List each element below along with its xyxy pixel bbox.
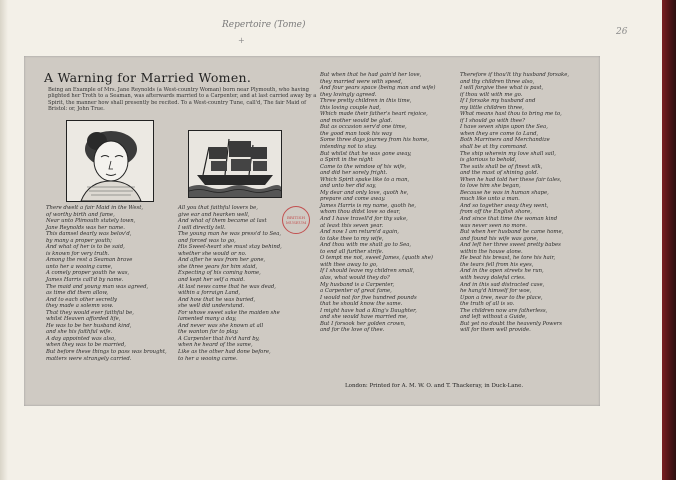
verse-line: she three years for him staid, xyxy=(178,263,258,270)
library-stamp: BRITISH MUSEUM xyxy=(282,206,310,234)
verse-line: My husband is a Carpenter, xyxy=(320,281,395,288)
verse-line: This damsel dearly was belov'd, xyxy=(46,231,132,238)
verse-line: and kept her self a maid. xyxy=(178,277,245,284)
verse-line: with heavy doleful cries. xyxy=(460,274,526,281)
verse-line: will for them well provide. xyxy=(460,327,531,334)
verse-line: the wanton for to play. xyxy=(178,329,239,336)
verse-line: There dwelt a fair Maid in the West, xyxy=(46,205,144,211)
verse-line: And left her three sweet pretty babes xyxy=(460,242,561,249)
verse-line: whether she would or no. xyxy=(178,250,247,257)
verse-line: And to each other secretly xyxy=(46,296,118,303)
woman-portrait-icon xyxy=(67,121,153,201)
verse-line: But when her husband he came home, xyxy=(460,229,564,236)
verse-line: with thee away to go, xyxy=(320,261,378,268)
verse-line: I would not for five hundred pounds xyxy=(320,294,417,301)
verse-line: unto her a wooing came, xyxy=(46,263,113,270)
pencil-mark: + xyxy=(238,36,245,45)
verse-line: He beat his breast, he tore his hair, xyxy=(460,255,556,262)
verse-line: And thou with me shalt go to Sea, xyxy=(320,242,412,249)
verse-line: And in the open streets he run, xyxy=(460,268,544,275)
verse-line: And never was she known at all xyxy=(178,322,264,329)
verse-line: I might have had a King's Daughter, xyxy=(320,307,417,314)
verse-line: when they was to be married, xyxy=(46,342,126,349)
verse-line: James Harris is my name, quoth he, xyxy=(320,202,417,209)
verse-line: to her a wooing came. xyxy=(178,355,238,362)
verse-line: alas, what would they do? xyxy=(320,274,390,281)
verse-line: His Sweet-heart she must stay behind, xyxy=(178,244,282,251)
verse-line: from off the English shore, xyxy=(460,209,532,216)
verse-line: when he heard of the same, xyxy=(178,342,253,349)
verse-line: and found his wife was gone, xyxy=(460,235,539,242)
verse-line: she well did understand. xyxy=(178,303,245,310)
verse-line: Therefore if thou'lt thy husband forsake, xyxy=(460,72,570,78)
verse-line: Jane Reynolds was her name. xyxy=(46,224,125,231)
verse-line: If I forsake my husband and xyxy=(460,98,536,105)
verse-line: of worthy birth and fame, xyxy=(46,211,115,218)
verse-line: is known for very truth. xyxy=(46,250,110,257)
verse-line: And what of them became at last xyxy=(178,218,267,225)
verse-line: But whilst that he was gone away, xyxy=(320,150,412,157)
verse-line: But yet no doubt the heavenly Powers xyxy=(460,320,562,327)
verse-line: they lovingly agreed. xyxy=(320,91,377,98)
verse-line: whilst Heaven afforded life, xyxy=(46,316,121,323)
verse-line: the good man took his way xyxy=(320,130,393,137)
verse-line: the tears fell from his eyes, xyxy=(460,261,534,268)
verse-line: if thou wilt with me go. xyxy=(460,91,523,98)
verse-line: A day appointed was also, xyxy=(46,335,116,342)
verse-column-2 xyxy=(178,205,308,362)
verse-line: was never seen no more. xyxy=(460,222,527,229)
verse-line: much like unto a man. xyxy=(460,196,520,203)
verse-line: shall be at thy command. xyxy=(460,144,528,151)
verse-line: and mother would be glad. xyxy=(320,117,393,124)
verse-line: and for the love of thee. xyxy=(320,327,385,334)
verse-line: O tempt me not, sweet James, (quoth she) xyxy=(320,255,433,262)
verse-line: I will forgive thee what is past, xyxy=(460,85,544,92)
verse-line: Among the rest a Seaman brave xyxy=(46,257,133,264)
verse-line: the truth of all is so. xyxy=(460,301,515,308)
verse-line: as time did them allow, xyxy=(46,290,109,297)
verse-line: and she his faithful wife. xyxy=(46,329,113,336)
verse-line: And what of her is to be said, xyxy=(46,244,125,251)
verse-line: to take thee to my wife, xyxy=(320,235,384,242)
verse-line: and she would have married me, xyxy=(320,314,408,321)
verse-line: All you that faithful lovers be, xyxy=(178,205,258,211)
verse-line: intending not to stay. xyxy=(320,144,377,151)
verse-line: For whose sweet sake the maiden she xyxy=(178,309,280,316)
verse-line: lamented many a day, xyxy=(178,316,237,323)
verse-line: he hang'd himself for woe, xyxy=(460,288,532,295)
verse-line: He was to be her husband kind, xyxy=(46,322,132,329)
verse-line: Expecting of his coming home, xyxy=(178,270,261,277)
verse-line: My dear and only love, quoth he, xyxy=(320,189,409,196)
verse-line: to end all further strife. xyxy=(320,248,384,255)
broadside-title: A Warning for Married Women. xyxy=(44,70,252,85)
verse-line: they married were with speed, xyxy=(320,78,403,85)
verse-line: matters were strangely carried. xyxy=(46,355,132,362)
verse-line: they made a solemn vow. xyxy=(46,303,114,310)
verse-line: What means hast thou to bring me to, xyxy=(460,111,562,118)
verse-line: And after he was from her gone, xyxy=(178,257,266,264)
verse-line: and did her sorely fright. xyxy=(320,170,388,177)
verse-line: But I forsook her golden crown, xyxy=(320,320,406,327)
verse-line: And four years space (being man and wife) xyxy=(320,85,436,92)
ship-icon xyxy=(189,131,281,197)
verse-line: I will directly tell. xyxy=(178,224,226,231)
verse-line: And so together away they went, xyxy=(460,202,549,209)
verse-line: at least this seven year. xyxy=(320,222,384,229)
verse-line: within a forraign Land, xyxy=(178,290,241,297)
verse-column-3 xyxy=(320,72,455,334)
verse-line: And in this sad distracted case, xyxy=(460,281,545,288)
verse-line: when they are come to Land, xyxy=(460,130,539,137)
verse-line: and forced was to go, xyxy=(178,237,236,244)
verse-line: The maid and young man was agreed, xyxy=(46,283,149,290)
verse-line: That they would ever faithful be, xyxy=(46,309,134,316)
verse-line: give ear and hearken well, xyxy=(178,211,250,218)
verse-line: When he had told her these fair tales, xyxy=(460,176,562,183)
broadside-subtitle: Being an Example of Mrs. Jane Reynolds (a West-country Woman) born near Plymouth, who having plighted her Troth to a Seaman, was afterwards married to a Carpenter, and at last carried away by a Spirit, the manner how shall presently be recited. To a West-country Tune, call'd, The fair Maid of Bristol: or, John True. xyxy=(48,87,317,112)
verse-line: James Harris call'd by name. xyxy=(46,277,124,284)
printer-imprint: London: Printed for A. M. W. O. and T. Thackeray, in Duck-Lane. xyxy=(345,383,524,389)
verse-line: Near unto Plimouth stately town, xyxy=(46,218,136,225)
verse-line: But before these things to pass was brought, xyxy=(46,349,167,356)
verse-line: and the mast of shining gold. xyxy=(460,170,539,177)
verse-line: whom thou didst love so dear, xyxy=(320,209,401,216)
verse-line: And how that he was buried, xyxy=(178,296,256,303)
verse-line: But when that he had gain'd her love, xyxy=(320,72,422,78)
verse-line: At last news came that he was dead, xyxy=(178,283,276,290)
verse-line: by many a proper youth; xyxy=(46,237,112,244)
verse-line: And since that time the woman kind xyxy=(460,216,558,223)
handwritten-note: Repertoire (Tome) xyxy=(222,20,306,30)
verse-line: If I should leave my children small, xyxy=(320,268,415,275)
verse-line: Three pretty children in this time, xyxy=(320,98,412,105)
folio-number: 26 xyxy=(616,27,628,37)
verse-line: The sails shall be of finest silk, xyxy=(460,163,543,170)
page-gutter xyxy=(0,0,8,480)
verse-line: The children now are fatherless, xyxy=(460,307,548,314)
ship-woodcut xyxy=(188,130,282,198)
verse-line: and unto her did say, xyxy=(320,183,377,190)
verse-line: Like as the other had done before, xyxy=(178,349,271,356)
verse-line: and thy children three also, xyxy=(460,78,535,85)
verse-line: a Carpenter of great fame, xyxy=(320,288,392,295)
verse-column-4 xyxy=(460,72,595,334)
verse-line: to love him she began, xyxy=(460,183,521,190)
verse-line: is glorious to behold, xyxy=(460,157,517,164)
verse-line: this loving couple had, xyxy=(320,104,381,111)
verse-line: A Carpenter that liv'd hard by, xyxy=(178,335,260,342)
verse-line: Which Spirit spake like to a man, xyxy=(320,176,410,183)
verse-line: And now I am return'd again, xyxy=(320,229,399,236)
verse-line: The young man he was press'd to Sea, xyxy=(178,231,282,238)
verse-line: prepare and come away. xyxy=(320,196,386,203)
binding-edge xyxy=(662,0,676,480)
woman-portrait-woodcut xyxy=(66,120,154,202)
verse-line: Because he was in human shape, xyxy=(460,189,549,196)
verse-line: Both Marriners and Merchandize xyxy=(460,137,550,144)
verse-line: A comely proper youth he was, xyxy=(46,270,130,277)
verse-line: that he should know the same. xyxy=(320,301,403,308)
verse-line: And I have travell'd for thy sake, xyxy=(320,216,408,223)
verse-line: The ship wherein my love shall sail, xyxy=(460,150,556,157)
verse-column-1 xyxy=(46,205,176,362)
verse-line: I have seven ships upon the Sea, xyxy=(460,124,548,131)
verse-line: Some three days journey from his home, xyxy=(320,137,429,144)
verse-line: But as occasion serv'd one time, xyxy=(320,124,407,131)
verse-line: my little children three, xyxy=(460,104,524,111)
verse-line: and left without a Guide, xyxy=(460,314,527,321)
verse-line: Which made their father's heart rejoice, xyxy=(320,111,428,118)
verse-line: within the house alone. xyxy=(460,248,523,255)
verse-line: if I should go with thee? xyxy=(460,117,525,124)
verse-line: Came to the window of his wife, xyxy=(320,163,407,170)
verse-line: Upon a tree, near to the place, xyxy=(460,294,543,301)
verse-line: a Spirit in the night xyxy=(320,157,373,164)
